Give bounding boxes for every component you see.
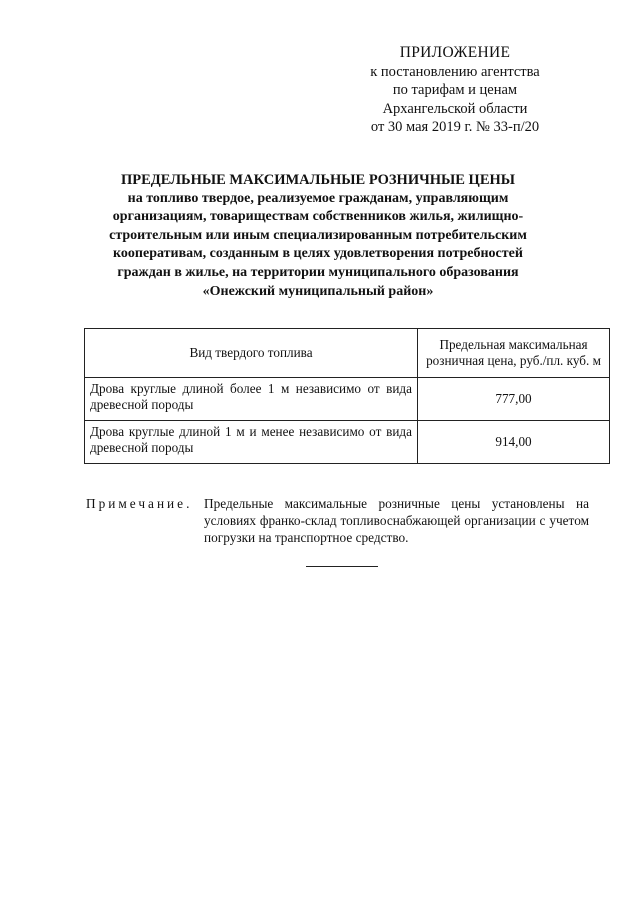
cell-price: 914,00 bbox=[418, 421, 610, 464]
appendix-heading: ПРИЛОЖЕНИЕ bbox=[399, 44, 511, 61]
header-fuel-type: Вид твердого топлива bbox=[85, 329, 418, 378]
price-table bbox=[84, 328, 610, 464]
note-label: Примечание. bbox=[86, 496, 193, 511]
header-price: Предельная максимальная розничная цена, руб./пл. куб. м bbox=[418, 329, 610, 378]
cell-fuel: Дрова круглые длиной 1 м и менее независимо от вида древесной породы bbox=[85, 421, 418, 464]
appendix-block bbox=[330, 44, 580, 137]
note-text: Предельные максимальные розничные цены установлены на условиях франко-склад топливоснабжающей организации с учетом погрузки на транспортное средство. bbox=[204, 496, 589, 545]
cell-price: 777,00 bbox=[418, 378, 610, 421]
table-row bbox=[85, 378, 610, 421]
document-title bbox=[88, 171, 548, 301]
appendix-line: Архангельской области bbox=[382, 100, 528, 117]
table-header-row bbox=[85, 329, 610, 378]
title-subtitle: на топливо твердое, реализуемое гражданам, управляющим организациям, товариществам собственников жилья, жилищно-строительным или иным специализированным потребительским кооперативам, созданным в целях удовлетворения потребностей граждан в жилье, на территории муниципального образования «Онежский муниципальный район» bbox=[109, 190, 527, 299]
appendix-line: по тарифам и ценам bbox=[392, 82, 518, 98]
table-row bbox=[85, 421, 610, 464]
cell-fuel: Дрова круглые длиной более 1 м независимо от вида древесной породы bbox=[85, 378, 418, 421]
title-main: ПРЕДЕЛЬНЫЕ МАКСИМАЛЬНЫЕ РОЗНИЧНЫЕ ЦЕНЫ bbox=[120, 172, 516, 188]
appendix-line: к постановлению агентства bbox=[370, 63, 540, 80]
appendix-date-line: от 30 мая 2019 г. № 33-п/20 bbox=[370, 119, 540, 135]
closing-divider bbox=[306, 566, 378, 567]
